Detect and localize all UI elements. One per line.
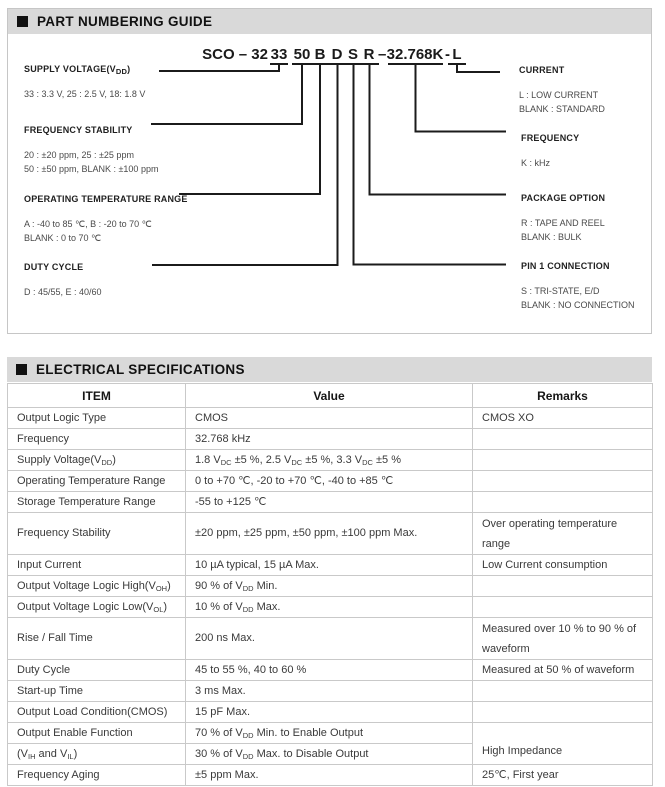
part-numbering-section xyxy=(7,8,652,334)
table-cell: Supply $Voltage(V_{DD})$ xyxy=(8,450,186,471)
table-row xyxy=(8,450,653,471)
table-row xyxy=(8,492,653,513)
table-cell: Storage Temperature Range xyxy=(8,492,186,513)
column-header-value: Value xyxy=(186,384,473,408)
table-cell xyxy=(473,576,653,597)
electrical-specs-table xyxy=(7,383,653,786)
column-header-item: ITEM xyxy=(8,384,186,408)
table-cell: 32.768 kHz xyxy=(186,429,473,450)
label-pin1-connection xyxy=(521,261,635,312)
table-cell: Frequency Aging xyxy=(8,765,186,786)
code-supply-voltage: 33 xyxy=(270,46,288,63)
table-cell: Low Current consumption xyxy=(473,555,653,576)
table-cell: 0 to +70 ℃, -20 to +70 ℃, -40 to +85 ℃ xyxy=(186,471,473,492)
label-title: FREQUENCY STABILITY xyxy=(24,125,133,135)
option-line: BLANK : BULK xyxy=(521,232,582,242)
section-bullet-icon xyxy=(17,16,28,27)
electrical-specs-header xyxy=(7,357,652,382)
table-cell: Operating Temperature Range xyxy=(8,471,186,492)
option-line: 50 : ±50 ppm, BLANK : ±100 ppm xyxy=(24,164,159,174)
label-title: FREQUENCY xyxy=(521,133,580,143)
option-line: BLANK : 0 to 70 ℃ xyxy=(24,233,102,243)
option-line: S : TRI-STATE, E/D xyxy=(521,286,600,296)
option-line: K : kHz xyxy=(521,158,551,168)
option-line: R : TAPE AND REEL xyxy=(521,218,605,228)
table-cell: CMOS xyxy=(186,408,473,429)
label-options xyxy=(519,88,605,116)
label-options xyxy=(24,217,188,245)
table-cell: Output Voltage Logic $High(V_{OH})$ xyxy=(8,576,186,597)
table-cell: 1.8 $V_{DC} \pm 5$ %, 2.5 $V_{DC} \pm 5$ %, 3.3 $V_{DC} \pm 5$ % xyxy=(186,450,473,471)
option-line: 20 : ±20 ppm, 25 : ±25 ppm xyxy=(24,150,134,160)
code-separator: – xyxy=(378,46,387,63)
code-frequency: 32.768K xyxy=(386,46,444,63)
option-line: L : LOW CURRENT xyxy=(519,90,599,100)
table-row xyxy=(8,765,653,786)
table-row xyxy=(8,576,653,597)
table-cell xyxy=(473,471,653,492)
table-cell xyxy=(473,492,653,513)
label-current xyxy=(519,65,605,116)
table-cell: Rise / Fall Time xyxy=(8,618,186,660)
label-package-option xyxy=(521,193,605,244)
label-frequency-stability xyxy=(24,125,158,176)
label-frequency xyxy=(521,133,579,170)
label-title: CURRENT xyxy=(519,65,565,75)
table-cell: -55 to +125 ℃ xyxy=(186,492,473,513)
table-row xyxy=(8,513,653,555)
code-separator2: - xyxy=(445,46,450,63)
table-cell: Measured at 50 % of waveform xyxy=(473,660,653,681)
table-cell: Frequency Stability xyxy=(8,513,186,555)
label-options xyxy=(521,284,635,312)
table-row xyxy=(8,429,653,450)
option-line: BLANK : NO CONNECTION xyxy=(521,300,635,310)
label-title: SUPPLY $VOLTAGE(V_{DD})$ xyxy=(24,64,131,76)
code-pin1: S xyxy=(347,46,359,63)
table-cell xyxy=(473,450,653,471)
table-row xyxy=(8,408,653,429)
part-numbering-diagram xyxy=(8,34,651,331)
table-cell xyxy=(473,597,653,618)
label-title: PACKAGE OPTION xyxy=(521,193,606,203)
table-cell: 70 % of $V_{DD}$ Min. to Enable Output xyxy=(186,723,473,744)
option-line: 33 : 3.3 V, 25 : 2.5 V, 18: 1.8 V xyxy=(24,89,146,99)
table-cell: Duty Cycle xyxy=(8,660,186,681)
table-row xyxy=(8,618,653,660)
label-options xyxy=(24,285,102,299)
table-cell: 200 ns Max. xyxy=(186,618,473,660)
table-cell: Output Voltage Logic $Low(V_{OL})$ xyxy=(8,597,186,618)
table-cell: Output Load Condition(CMOS) xyxy=(8,702,186,723)
table-cell xyxy=(473,681,653,702)
option-line: BLANK : STANDARD xyxy=(519,104,605,114)
label-supply-voltage xyxy=(24,64,145,101)
table-cell: 10 µA typical, 15 µA Max. xyxy=(186,555,473,576)
table-row xyxy=(8,660,653,681)
table-row xyxy=(8,702,653,723)
code-duty-cycle: D xyxy=(331,46,343,63)
table-cell: ±5 ppm Max. xyxy=(186,765,473,786)
column-header-remarks: Remarks xyxy=(473,384,653,408)
table-row xyxy=(8,471,653,492)
table-cell xyxy=(473,702,653,723)
table-cell: 25℃, First year xyxy=(473,765,653,786)
table-cell: Output Enable Function xyxy=(8,723,186,744)
table-cell: 3 ms Max. xyxy=(186,681,473,702)
table-row xyxy=(8,681,653,702)
label-title: DUTY CYCLE xyxy=(24,262,84,272)
option-line: D : 45/55, E : 40/60 xyxy=(24,287,102,297)
label-title: PIN 1 CONNECTION xyxy=(521,261,610,271)
table-cell: Measured over 10 % to 90 % of waveform xyxy=(473,618,653,660)
table-cell: Input Current xyxy=(8,555,186,576)
table-cell: CMOS XO xyxy=(473,408,653,429)
table-cell xyxy=(473,429,653,450)
table-cell: 90 % of $V_{DD}$ Min. xyxy=(186,576,473,597)
table-cell: High Impedance xyxy=(473,723,653,765)
table-cell: Frequency xyxy=(8,429,186,450)
table-cell: 10 % of $V_{DD}$ Max. xyxy=(186,597,473,618)
label-options xyxy=(521,156,579,170)
label-duty-cycle xyxy=(24,262,102,299)
section-title: ELECTRICAL SPECIFICATIONS xyxy=(36,362,245,377)
table-cell: 30 % of $V_{DD}$ Max. to Disable Output xyxy=(186,744,473,765)
part-number-prefix: SCO – 32 xyxy=(202,46,268,63)
table-row xyxy=(8,555,653,576)
section-bullet-icon xyxy=(16,364,27,375)
code-current: L xyxy=(452,46,462,63)
table-cell: Over operating temperature range xyxy=(473,513,653,555)
table-cell: ($V_{IH}$ and $V_{IL}$) xyxy=(8,744,186,765)
table-row xyxy=(8,597,653,618)
table-cell: Start-up Time xyxy=(8,681,186,702)
label-title: OPERATING TEMPERATURE RANGE xyxy=(24,194,188,204)
label-options xyxy=(24,148,158,176)
code-stability: 50 xyxy=(293,46,311,63)
table-header-row xyxy=(8,384,653,408)
table-cell: Output Logic Type xyxy=(8,408,186,429)
table-cell: 15 pF Max. xyxy=(186,702,473,723)
code-package: R xyxy=(363,46,375,63)
table-cell: 45 to 55 %, 40 to 60 % xyxy=(186,660,473,681)
option-line: A : -40 to 85 ℃, B : -20 to 70 ℃ xyxy=(24,219,152,229)
part-numbering-header xyxy=(8,9,651,34)
label-operating-temperature xyxy=(24,194,188,245)
code-temp-range: B xyxy=(314,46,326,63)
table-row xyxy=(8,723,653,744)
section-title: PART NUMBERING GUIDE xyxy=(37,14,213,29)
label-options xyxy=(24,87,145,101)
label-options xyxy=(521,216,605,244)
table-cell: ±20 ppm, ±25 ppm, ±50 ppm, ±100 ppm Max. xyxy=(186,513,473,555)
